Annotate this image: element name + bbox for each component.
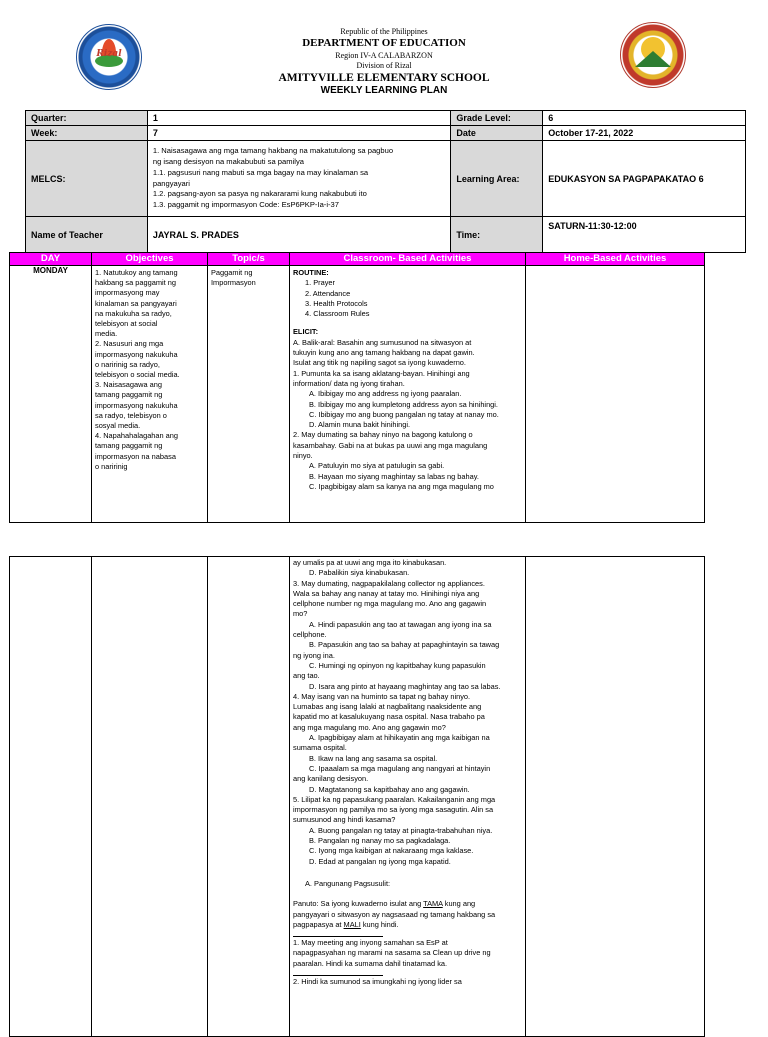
melcs-label: MELCS:	[26, 141, 148, 217]
info-row-quarter	[26, 111, 746, 126]
objective-line: impormasyong may	[95, 288, 160, 298]
melcs-line: 1.1. pagsusuri nang mabuti sa mga bagay na may kinalaman sa	[152, 167, 369, 177]
activity-line: A. Patuluyin mo siya at patulugin sa gabi.	[309, 461, 445, 471]
region-text: Region IV-A CALABARZON	[335, 51, 433, 60]
topic-line: Paggamit ng	[211, 268, 253, 277]
objectives-cell	[92, 266, 208, 523]
activity-line: 3. May dumating, nagpapakilalang collector ng appliances.	[293, 578, 485, 588]
date-label: Date	[451, 126, 543, 141]
col-header-objectives: Objectives	[92, 253, 208, 266]
activity-line: C. Ibibigay mo ang buong pangalan ng tatay at nanay mo.	[309, 409, 499, 419]
republic-text: Republic of the Philippines	[340, 27, 428, 36]
classroom-activities-cont	[290, 557, 526, 1037]
melcs-content	[147, 141, 450, 217]
activity-line: A. Buong pangalan ng tatay at pinagta-trabahuhan niya.	[309, 825, 493, 835]
objective-line: telebisyon o social media.	[95, 370, 180, 380]
activity-line: 2. May dumating sa bahay ninyo na bagong katulong o	[293, 430, 473, 440]
objective-line: kinalaman sa pangyayari	[95, 298, 177, 308]
activity-line: Wala sa bahay ang nanay at tatay mo. Hinihingi niya ang	[293, 588, 480, 598]
objective-line: o naririnig sa radyo,	[95, 359, 160, 369]
objective-line: impormasyong nakukuha	[95, 400, 178, 410]
objective-line: impormasyong nakukuha	[95, 349, 178, 359]
learning-area-label: Learning Area:	[451, 141, 543, 217]
home-activities-cont	[526, 557, 705, 1037]
mountain-icon	[635, 51, 671, 67]
activity-line: ang tao.	[293, 671, 320, 681]
time-label: Time:	[451, 217, 543, 253]
school-seal-icon	[620, 22, 686, 88]
objective-line: 1. Natutukoy ang tamang	[95, 268, 178, 277]
activity-line: sumusunod ang hindi kasama?	[293, 815, 396, 825]
activity-line: cellphone.	[293, 630, 327, 640]
date-value: October 17-21, 2022	[543, 126, 746, 141]
melcs-line: pangyayari	[152, 178, 190, 188]
test-item-line: napagpasyahan ng marami na sasama sa Clean up drive ng	[293, 948, 491, 958]
activity-line: B. Papasukin ang tao sa bahay at papaghintayin sa tawag	[309, 640, 500, 650]
activity-line: A. Ibibigay mo ang address ng iyong paaralan.	[309, 389, 462, 399]
info-table	[25, 110, 746, 253]
activity-line: Isulat ang titik ng napiling sagot sa iyong kuwaderno.	[293, 358, 466, 368]
melcs-line: 1.3. paggamit ng impormasyon Code: EsP6PKP-Ia-i-37	[152, 200, 339, 210]
topics-cell	[208, 266, 290, 523]
panuto-line-2: pangyayari o sitwasyon ay nagsasaad ng tamang hakbang sa	[293, 909, 496, 919]
classroom-activities-cell	[290, 266, 526, 523]
routine-item: 1. Prayer	[305, 278, 335, 288]
deped-rizal-seal-icon	[76, 24, 142, 90]
activity-line: B. Pangalan ng nanay mo sa pagkadalaga.	[309, 836, 451, 846]
col-header-day: DAY	[10, 253, 92, 266]
routine-item: 3. Health Protocols	[305, 298, 368, 308]
objective-line: sosyal media.	[95, 421, 141, 431]
grade-value: 6	[543, 111, 746, 126]
col-header-classroom: Classroom- Based Activities	[290, 253, 526, 266]
test-item-line: 2. Hindi ka sumunod sa imungkahi ng iyong lider sa	[293, 976, 462, 986]
activity-line: Lumabas ang isang lalaki at nagbalitang naaksidente ang	[293, 702, 482, 712]
activity-line: B. Hayaan mo siyang maghintay sa labas ng bahay.	[309, 471, 479, 481]
activity-line: B. Ikaw na lang ang sasama sa ospital.	[309, 753, 438, 763]
objective-line: hakbang sa paggamit ng	[95, 278, 176, 288]
activity-line: ang mga magulang mo. Ano ang gagawin mo?	[293, 722, 446, 732]
activity-table-page2	[9, 556, 705, 1037]
elicit-lines	[293, 338, 522, 492]
topics-cell-cont	[208, 557, 290, 1037]
activity-line: ninyo.	[293, 451, 313, 461]
teacher-label: Name of Teacher	[26, 217, 148, 253]
seal-text: Rizal	[96, 49, 122, 59]
objectives-cell-cont	[92, 557, 208, 1037]
panuto-line-1	[293, 899, 522, 909]
objective-line: sa radyo, telebisyon o	[95, 410, 167, 420]
routine-item: 2. Attendance	[305, 288, 351, 298]
mali-word: MALI	[343, 919, 361, 929]
activity-line: kapatid mo at kasalukuyang nasa ospital. Nasa trabaho pa	[293, 712, 485, 722]
objective-line: telebisyon at social	[95, 319, 158, 329]
melcs-line: 1. Naisasagawa ang mga tamang hakbang na makatutulong sa pagbuo	[152, 146, 394, 156]
quarter-label: Quarter:	[26, 111, 148, 126]
activity-line: C. Humingi ng opinyon ng kapitbahay kung papasukin	[309, 660, 486, 670]
activity-line: A. Balik-aral: Basahin ang sumusunod na sitwasyon at	[293, 337, 472, 347]
activity-line: 1. Pumunta ka sa isang aklatang-bayan. Hinihingi ang	[293, 368, 470, 378]
division-text: Division of Rizal	[356, 61, 412, 70]
activity-line: 5. Lilipat ka ng papasukang paaralan. Kakailanganin ang mga	[293, 794, 496, 804]
continuation-row	[10, 557, 705, 1037]
col-header-home: Home-Based Activities	[526, 253, 705, 266]
day-cell: MONDAY	[10, 266, 92, 523]
melcs-line: ng isang desisyon na makabubuti sa pamilya	[152, 156, 304, 166]
activity-line: C. Ipaaalam sa mga magulang ang nangyari at hintayin	[309, 763, 491, 773]
monday-row	[10, 266, 705, 523]
melcs-line: 1.2. pagsang-ayon sa pasya ng nakararami kung nakabubuti ito	[152, 189, 367, 199]
objective-line: 4. Napahahalagahan ang	[95, 431, 179, 441]
activity-line: sumama ospital.	[293, 743, 347, 753]
activity-line: ay umalis pa at uuwi ang mga ito kinabukasan.	[293, 558, 447, 567]
activity-line: C. Iyong mga kaibigan at nakaraang mga kaklase.	[309, 846, 474, 856]
activity-line: A. Ipagbibigay alam at hihikayatin ang mga kaibigan na	[309, 733, 490, 743]
panuto-text: Panuto: Sa iyong kuwaderno isulat ang	[293, 899, 424, 909]
activity-table-page1	[9, 252, 705, 523]
teacher-value: JAYRAL S. PRADES	[147, 217, 450, 253]
activity-line: ang kanilang desisyon.	[293, 774, 369, 784]
learning-area-value: EDUKASYON SA PAGPAPAKATAO 6	[543, 141, 746, 217]
activity-header-row	[10, 253, 705, 266]
objective-line: tamang paggamit ng	[95, 390, 163, 400]
info-row-melcs	[26, 141, 746, 217]
routine-title: ROUTINE:	[293, 268, 329, 277]
col-header-topics: Topic/s	[208, 253, 290, 266]
day-cell-cont	[10, 557, 92, 1037]
activity-line: cellphone number ng mga magulang mo. Ano ang gagawin	[293, 599, 487, 609]
department-text: DEPARTMENT OF EDUCATION	[302, 37, 466, 49]
activity-line: ng iyong ina.	[293, 650, 335, 660]
tama-word: TAMA	[423, 899, 443, 909]
week-label: Week:	[26, 126, 148, 141]
activity-line: C. Ipagbibigay alam sa kanya na ang mga magulang mo	[309, 481, 494, 491]
week-value: 7	[147, 126, 450, 141]
objective-line: 3. Naisasagawa ang	[95, 380, 162, 390]
activity-line: D. Pabalikin siya kinabukasan.	[309, 568, 410, 578]
routine-item: 4. Classroom Rules	[305, 309, 370, 319]
quarter-value: 1	[147, 111, 450, 126]
pagsusulit-heading: A. Pangunang Pagsusulit:	[305, 878, 391, 888]
document-title: WEEKLY LEARNING PLAN	[320, 85, 448, 96]
panuto-text: kung hindi.	[360, 919, 399, 929]
grade-label: Grade Level:	[451, 111, 543, 126]
panuto-text: pagpapasya at	[293, 919, 344, 929]
page-header	[0, 0, 768, 104]
test-item-line: paaralan. Hindi ka sumama dahil tinatamad ka.	[293, 958, 448, 968]
info-row-week	[26, 126, 746, 141]
situation-lines	[293, 558, 522, 867]
time-value: SATURN-11:30-12:00	[543, 217, 746, 253]
activity-line: D. Alamin muna bakit hinihingi.	[309, 420, 411, 430]
topic-line: Impormasyon	[211, 278, 256, 288]
objective-line: media.	[95, 329, 118, 339]
objective-line: tamang paggamit ng	[95, 441, 163, 451]
activity-line: tukuyin kung ano ang tamang hakbang na dapat gawin.	[293, 348, 475, 358]
panuto-text: kung ang	[442, 899, 476, 909]
school-name: AMITYVILLE ELEMENTARY SCHOOL	[278, 72, 490, 84]
spacer	[293, 319, 522, 327]
elicit-title: ELICIT:	[293, 327, 319, 337]
objective-line: impormasyon na nabasa	[95, 451, 176, 461]
spacer	[293, 867, 522, 879]
activity-line: D. Isara ang pinto at hayaang maghintay ang tao sa labas.	[309, 681, 501, 691]
panuto-line-3	[293, 920, 522, 930]
objective-line: o naririnig	[95, 461, 128, 471]
info-row-teacher	[26, 217, 746, 253]
spacer	[293, 889, 522, 899]
home-activities-cell	[526, 266, 705, 523]
activity-line: B. Ibibigay mo ang kumpletong address ayon sa hinihingi.	[309, 399, 498, 409]
objective-line: na makukuha sa radyo,	[95, 308, 172, 318]
objective-line: 2. Nasusuri ang mga	[95, 339, 164, 349]
activity-line: D. Magtatanong sa kapitbahay ano ang gagawin.	[309, 784, 470, 794]
activity-line: impormasyon ng pamilya mo sa iyong mga sasagutin. Alin sa	[293, 805, 494, 815]
activity-line: information/ data ng iyong tirahan.	[293, 378, 405, 388]
test-item-line: 1. May meeting ang inyong samahan sa EsP at	[293, 938, 448, 948]
activity-line: D. Edad at pangalan ng iyong mga kapatid.	[309, 856, 451, 866]
activity-line: A. Hindi papasukin ang tao at tawagan ang iyong ina sa	[309, 619, 492, 629]
activity-line: mo?	[293, 609, 308, 619]
activity-line: 4. May isang van na huminto sa tapat ng bahay ninyo.	[293, 691, 471, 701]
activity-line: kasambahay. Gabi na at bukas pa uuwi ang mga magulang	[293, 440, 488, 450]
